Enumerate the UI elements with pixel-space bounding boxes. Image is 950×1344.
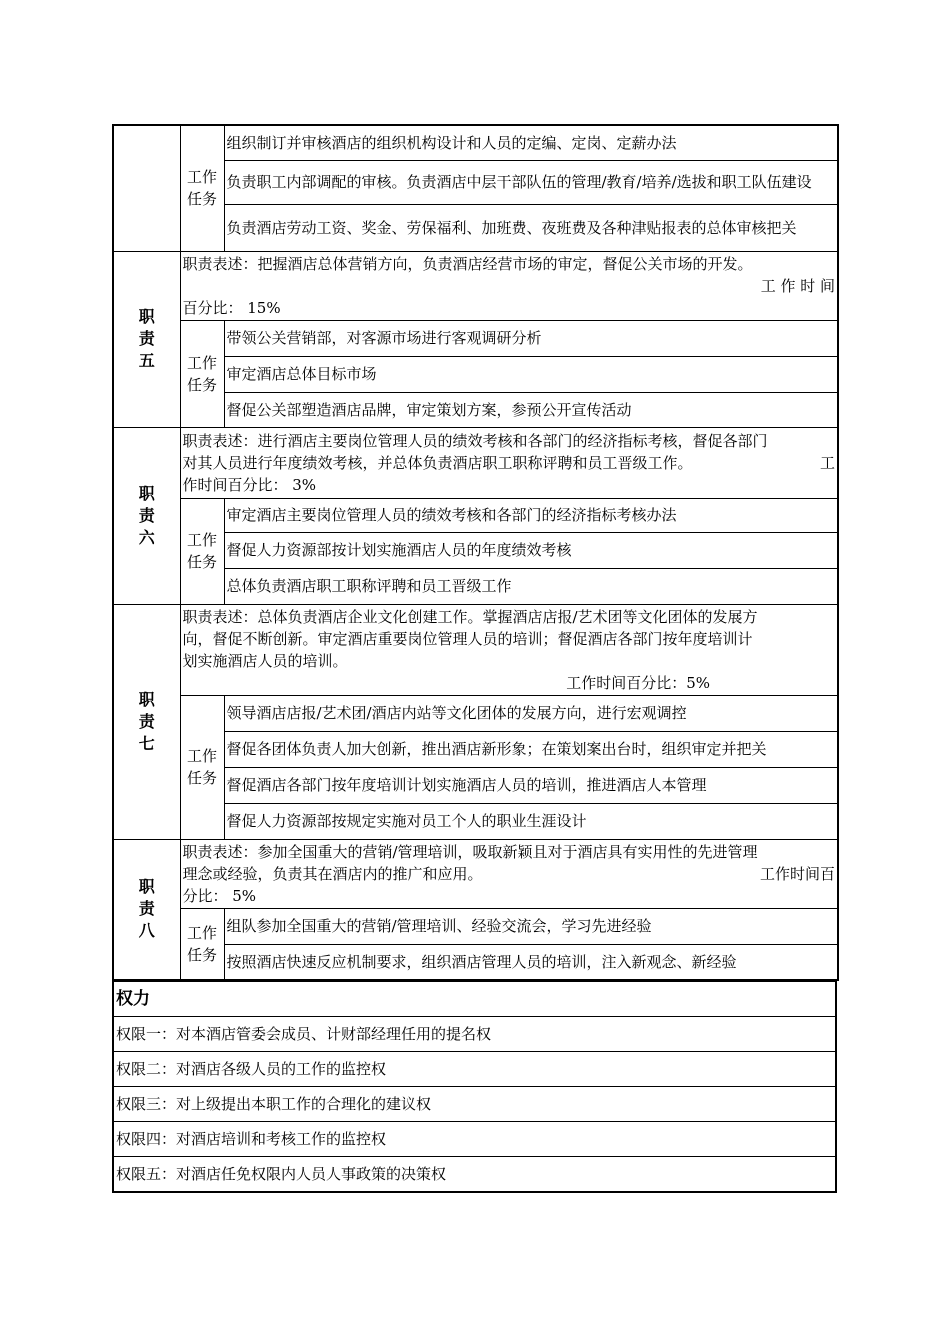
duty8-task-row-1	[113, 908, 838, 944]
duty7-task-label: 工作 任务	[180, 695, 224, 839]
power-table	[112, 981, 837, 1193]
duty5-label: 职 责 五	[113, 251, 180, 427]
power-heading-row	[113, 982, 836, 1017]
task-item: 审定酒店总体目标市场	[224, 356, 838, 392]
power-heading: 权力	[113, 982, 836, 1017]
task-item: 按照酒店快速反应机制要求，组织酒店管理人员的培训，注入新观念、新经验	[224, 944, 838, 980]
duty5-task-row-1	[113, 320, 838, 356]
power-item: 权限四：对酒店培训和考核工作的监控权	[113, 1122, 836, 1157]
duty6-task-row-1	[113, 498, 838, 532]
task-item: 负责酒店劳动工资、奖金、劳保福利、加班费、夜班费及各种津贴报表的总体审核把关	[224, 204, 838, 251]
top-blank-label	[113, 125, 180, 251]
power-item: 权限三：对上级提出本职工作的合理化的建议权	[113, 1087, 836, 1122]
duty6-label: 职 责 六	[113, 427, 180, 604]
duty6-description: 职责表述：进行酒店主要岗位管理人员的绩效考核和各部门的经济指标考核，督促各部门 对其人员进行年度绩效考核，并总体负责酒店职工职称评聘和员工晋级工作。 工 作时间百分比： 3%	[180, 427, 838, 498]
power-item: 权限一：对本酒店管委会成员、计财部经理任用的提名权	[113, 1017, 836, 1052]
duty5-desc-row	[113, 251, 838, 320]
task-item: 审定酒店主要岗位管理人员的绩效考核和各部门的经济指标考核办法	[224, 498, 838, 532]
duty7-task-row-1	[113, 695, 838, 731]
task-item: 督促人力资源部按计划实施酒店人员的年度绩效考核	[224, 532, 838, 568]
power-row	[113, 1157, 836, 1193]
document-page	[112, 124, 837, 1193]
power-item: 权限五：对酒店任免权限内人员人事政策的决策权	[113, 1157, 836, 1193]
power-row	[113, 1052, 836, 1087]
task-item: 负责职工内部调配的审核。负责酒店中层干部队伍的管理/教育/培养/选拔和职工队伍建设	[224, 160, 838, 204]
task-item: 带领公关营销部，对客源市场进行客观调研分析	[224, 320, 838, 356]
task-item: 领导酒店店报/艺术团/酒店内站等文化团体的发展方向，进行宏观调控	[224, 695, 838, 731]
duty8-task-label: 工作 任务	[180, 908, 224, 980]
duty6-task-label: 工作 任务	[180, 498, 224, 604]
duty8-label: 职 责 八	[113, 839, 180, 980]
task-item: 组织制订并审核酒店的组织机构设计和人员的定编、定岗、定薪办法	[224, 125, 838, 160]
duty7-desc-row	[113, 604, 838, 695]
duty5-task-label: 工作 任务	[180, 320, 224, 427]
power-item: 权限二：对酒店各级人员的工作的监控权	[113, 1052, 836, 1087]
duty-table	[112, 124, 839, 981]
duty5-description: 职责表述：把握酒店总体营销方向，负责酒店经营市场的审定，督促公关市场的开发。 工 作 时 间 百分比： 15%	[180, 251, 838, 320]
task-item: 督促各团体负责人加大创新，推出酒店新形象；在策划案出台时，组织审定并把关	[224, 731, 838, 767]
duty7-description: 职责表述：总体负责酒店企业文化创建工作。掌握酒店店报/艺术团等文化团体的发展方 向，督促不断创新。审定酒店重要岗位管理人员的培训；督促酒店各部门按年度培训计 划实施酒店人员的培训。 工作时间百分比：5%	[180, 604, 838, 695]
task-item: 总体负责酒店职工职称评聘和员工晋级工作	[224, 568, 838, 604]
duty8-desc-row	[113, 839, 838, 908]
task-item: 组队参加全国重大的营销/管理培训、经验交流会，学习先进经验	[224, 908, 838, 944]
power-row	[113, 1017, 836, 1052]
top-task-label: 工作 任务	[180, 125, 224, 251]
duty8-description: 职责表述：参加全国重大的营销/管理培训，吸取新颖且对于酒店具有实用性的先进管理 理念或经验，负责其在酒店内的推广和应用。 工作时间百 分比： 5%	[180, 839, 838, 908]
duty7-label: 职 责 七	[113, 604, 180, 839]
power-row	[113, 1087, 836, 1122]
top-task-row-1	[113, 125, 838, 160]
task-item: 督促公关部塑造酒店品牌，审定策划方案，参预公开宣传活动	[224, 392, 838, 427]
task-item: 督促人力资源部按规定实施对员工个人的职业生涯设计	[224, 803, 838, 839]
task-item: 督促酒店各部门按年度培训计划实施酒店人员的培训，推进酒店人本管理	[224, 767, 838, 803]
duty6-desc-row	[113, 427, 838, 498]
power-row	[113, 1122, 836, 1157]
